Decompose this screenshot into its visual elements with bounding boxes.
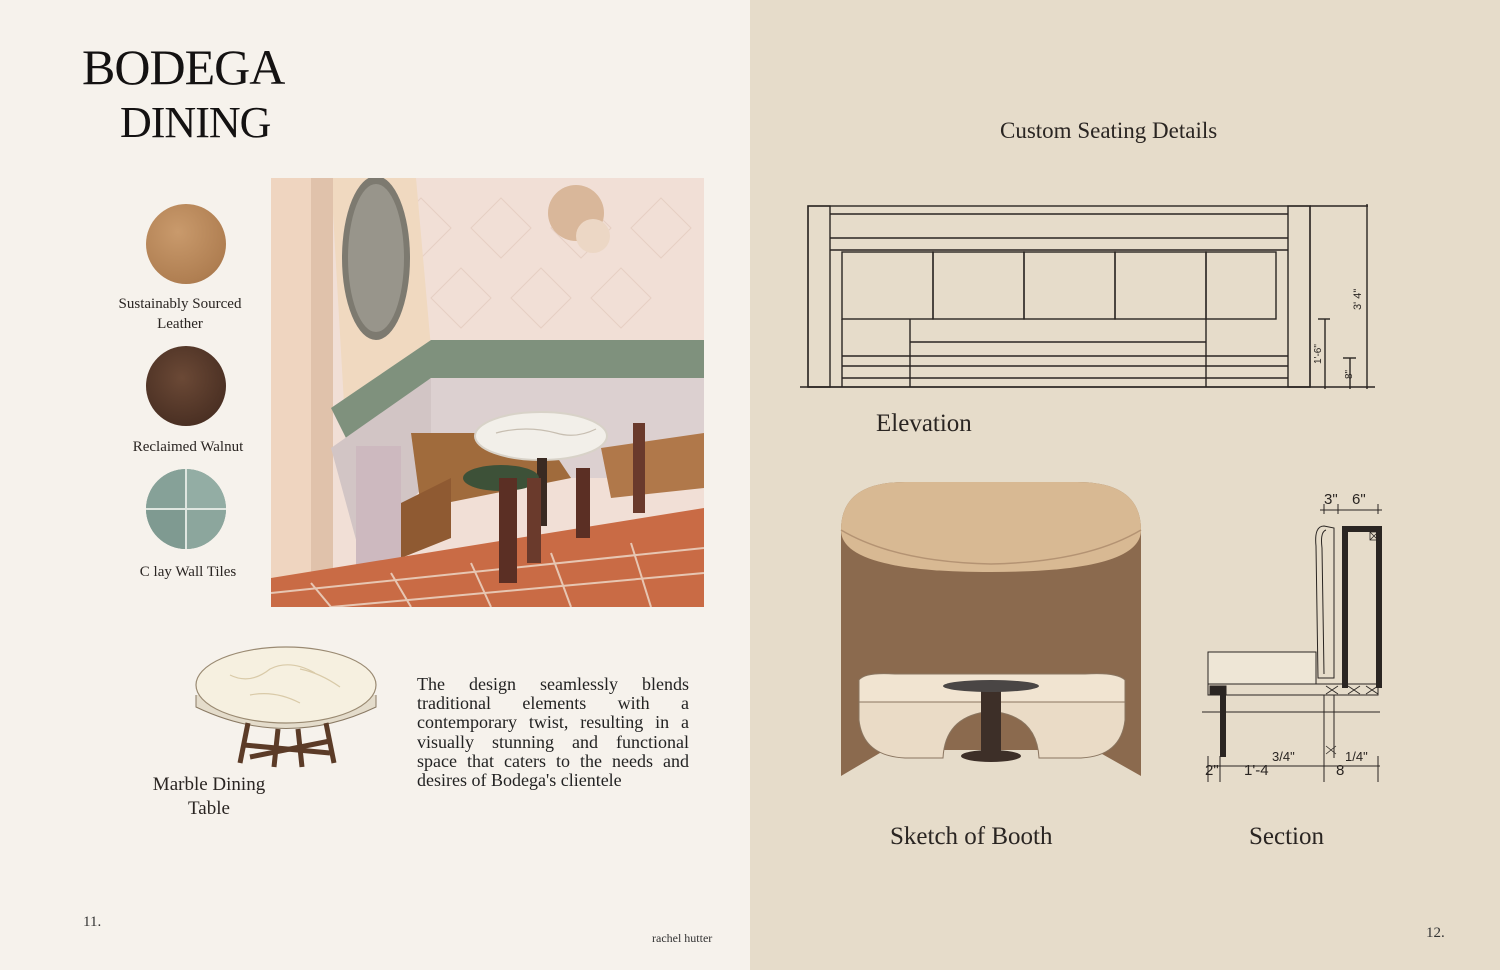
section-dim-bottom-c-fraction: 1/4": [1345, 749, 1368, 764]
elevation-seat-dim: 1'-6": [1313, 344, 1324, 364]
elevation-height-dim: 3' 4": [1352, 288, 1364, 310]
section-dim-top-b: 6": [1352, 491, 1366, 508]
table-caption-line2: Table: [188, 798, 230, 819]
section-dim-bottom-b: 1'-4: [1244, 762, 1269, 779]
seating-details-heading: Custom Seating Details: [1000, 118, 1218, 143]
booth-sketch-image: [835, 480, 1147, 782]
leather-swatch: [146, 204, 226, 284]
elevation-caption: Elevation: [876, 410, 972, 437]
elevation-base-dim: 8": [1344, 369, 1355, 379]
tile-grid-icon: [146, 469, 226, 549]
leather-label-line1: Sustainably Sourced: [118, 296, 242, 312]
clay-tile-label: C lay Wall Tiles: [139, 564, 237, 580]
page-title-line2: DINING: [120, 98, 271, 147]
section-caption: Section: [1249, 823, 1324, 850]
marble-table-image: [190, 645, 382, 773]
section-drawing: [1200, 486, 1390, 786]
walnut-swatch: [146, 346, 226, 426]
design-description: The design seamlessly blends traditional elements with a contemporary twist, resulting in a visually stunning and functional space that caters to the needs and desires of Bodega's clientele: [417, 674, 689, 791]
leather-label: [105, 294, 255, 334]
elevation-drawing: [800, 198, 1375, 394]
page-title-line1: BODEGA: [82, 39, 285, 95]
booth-render-image: [271, 178, 704, 607]
walnut-label: Reclaimed Walnut: [132, 439, 244, 455]
section-dim-bottom-c: 8: [1336, 762, 1345, 779]
table-caption-line1: Marble Dining: [152, 774, 266, 795]
section-dim-top-a: 3": [1324, 491, 1338, 508]
table-caption: [130, 773, 288, 821]
leather-label-line2: Leather: [157, 316, 203, 332]
page-number-right: 12.: [1426, 925, 1445, 941]
author-credit: rachel hutter: [652, 931, 713, 945]
booth-sketch-caption: Sketch of Booth: [890, 823, 1053, 850]
page-number-left: 11.: [83, 914, 102, 930]
section-dim-bottom-b-fraction: 3/4": [1272, 749, 1295, 764]
clay-tile-swatch: [146, 469, 226, 549]
section-dim-bottom-a: 2": [1205, 762, 1219, 779]
